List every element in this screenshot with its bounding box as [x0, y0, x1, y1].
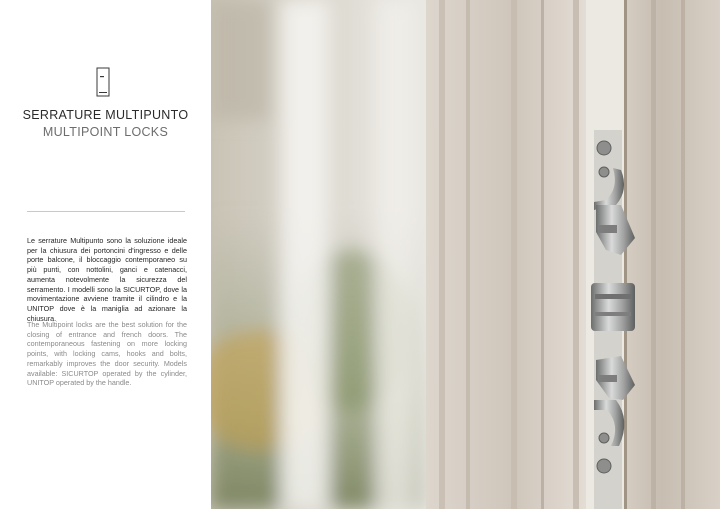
body-english: The Multipoint locks are the best solution for the closing of entrance and french doors. The contemporaneous fastening on more locking points, with locking cams, hooks and bolts, remarkably improves the door security. Models available: SICURTOP operated by the cylinder, UNITOP operated by the handle.	[27, 320, 187, 388]
title-italian: SERRATURE MULTIPUNTO	[22, 108, 189, 122]
door-icon	[96, 67, 110, 97]
multipoint-lock-photo	[211, 0, 720, 509]
title-english: MULTIPOINT LOCKS	[42, 125, 169, 139]
divider	[27, 211, 185, 212]
text-panel	[0, 0, 211, 509]
body-italian: Le serrature Multipunto sono la soluzione ideale per la chiusura dei portoncini d'ingresso e delle porte balcone, il bloccaggio contemporaneo su più punti, con nottolini, ganci e catenacci, aumenta notevolmente la sicurezza del serramento. I modelli sono la SICURTOP, dove la movimentazione avviene tramite il cilindro e la UNITOP dove è la maniglia ad azionare la chiusura.	[27, 236, 187, 323]
